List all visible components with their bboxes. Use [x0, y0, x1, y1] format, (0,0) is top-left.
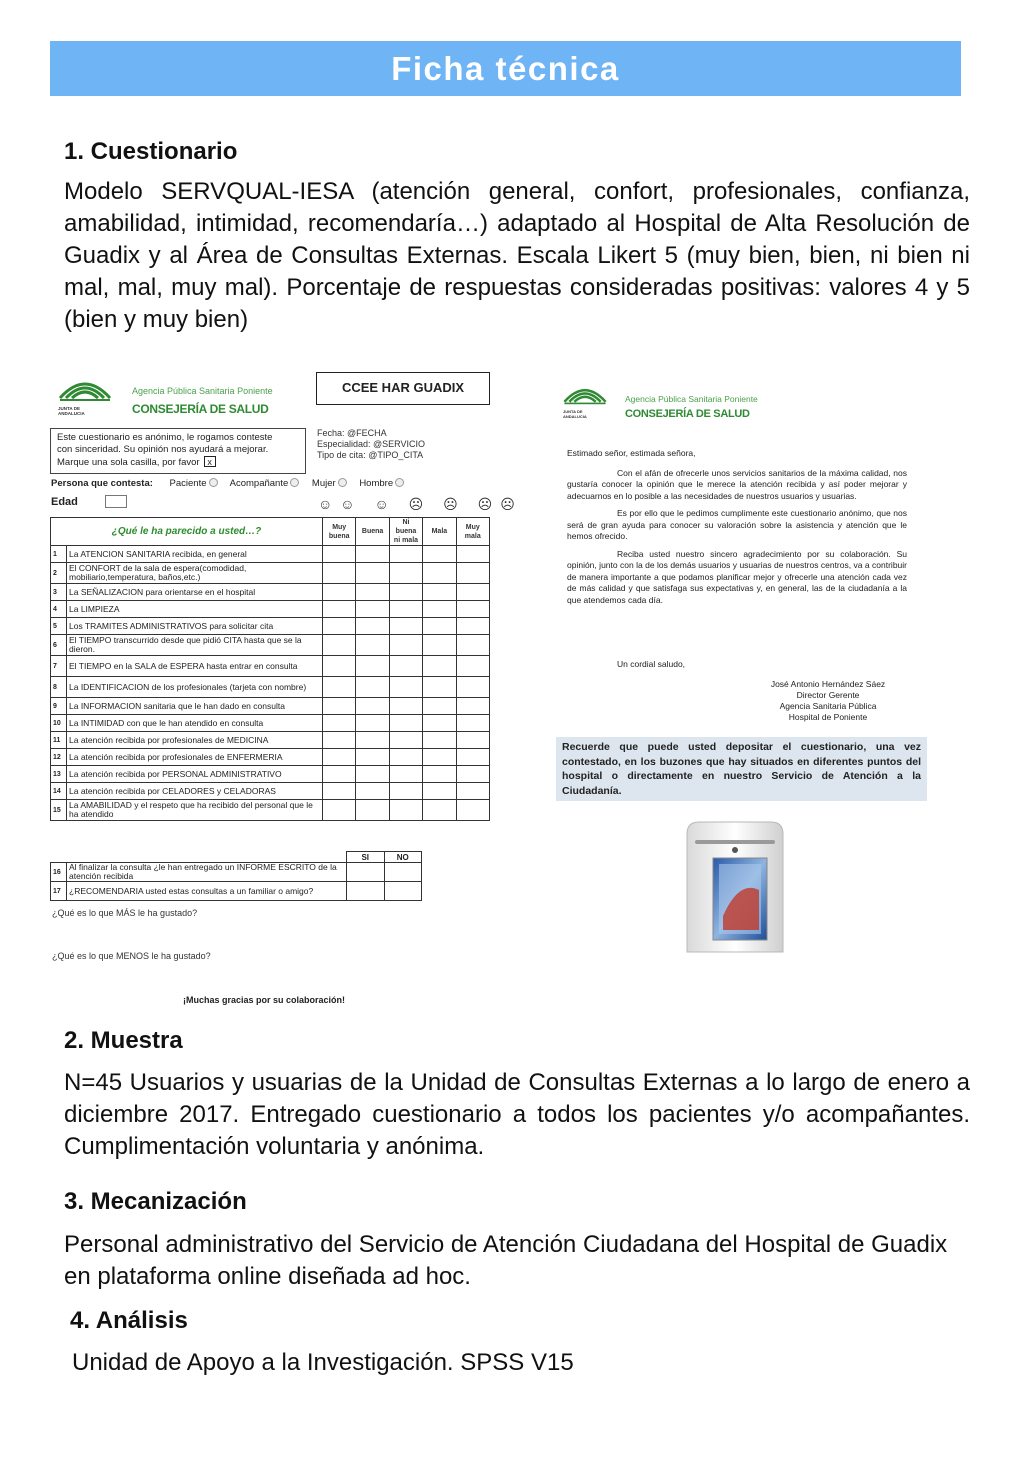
rating-cell	[456, 563, 489, 584]
respondent-option-acompanante: Acompañante	[230, 478, 300, 489]
item-text: La LIMPIEZA	[67, 601, 323, 618]
item-number: 4	[51, 601, 67, 618]
rating-cell	[389, 601, 422, 618]
respondent-row	[51, 478, 414, 489]
table-row	[51, 563, 490, 584]
rating-cell	[323, 656, 356, 677]
rating-cell	[356, 546, 389, 563]
thanks-text: ¡Muchas gracias por su colaboración!	[183, 995, 346, 1005]
scale-header: Muy mala	[456, 518, 489, 546]
junta-logo-icon	[557, 382, 613, 410]
item-text: Los TRAMITES ADMINISTRATIVOS para solicitar cita	[67, 618, 323, 635]
letter-signature	[743, 679, 913, 723]
signer-org: Agencia Sanitaria Pública	[779, 701, 877, 711]
rating-cell	[423, 546, 456, 563]
rating-cell	[323, 783, 356, 800]
letter-greeting: Estimado señor, estimada señora,	[567, 448, 696, 458]
rating-cell	[389, 766, 422, 783]
table-row	[51, 783, 490, 800]
item-number: 17	[51, 882, 67, 901]
questionnaire-title-box: CCEE HAR GUADIX	[316, 372, 490, 405]
rating-cell	[389, 783, 422, 800]
rating-table	[50, 517, 490, 821]
rating-cell	[323, 546, 356, 563]
section-text-muestra: N=45 Usuarios y usuarias de la Unidad de Consultas Externas a lo largo de enero a diciembre 2017. Entregado cuestionario a todos los pacientes y/o acompañantes. Cumplimentación voluntaria y anónima.	[64, 1069, 970, 1160]
rating-cell	[456, 698, 489, 715]
letter-image	[553, 372, 933, 962]
rating-cell	[423, 766, 456, 783]
scale-header: Buena	[356, 518, 389, 546]
rating-cell	[423, 601, 456, 618]
rating-cell	[356, 584, 389, 601]
scale-header: Ni buena ni mala	[389, 518, 422, 546]
table-row	[51, 677, 490, 698]
item-number: 10	[51, 715, 67, 732]
item-text: La INTIMIDAD con que le han atendido en consulta	[67, 715, 323, 732]
rating-cell	[389, 656, 422, 677]
rating-cell	[323, 715, 356, 732]
rating-question-header: ¿Qué le ha parecido a usted…?	[51, 518, 323, 546]
rating-cell	[423, 783, 456, 800]
section-title-muestra: 2. Muestra	[64, 1027, 183, 1054]
item-number: 1	[51, 546, 67, 563]
rating-cell	[323, 677, 356, 698]
rating-cell	[389, 698, 422, 715]
rating-cell	[423, 800, 456, 821]
rating-cell	[356, 601, 389, 618]
rating-cell	[423, 715, 456, 732]
respondent-option-paciente: Paciente	[170, 478, 218, 489]
agency-logo-text: Agencia Pública Sanitaria Poniente	[132, 386, 273, 396]
rating-cell	[323, 584, 356, 601]
rating-cell	[456, 749, 489, 766]
rating-cell	[423, 635, 456, 656]
rating-cell	[323, 698, 356, 715]
answer-cell	[384, 882, 422, 901]
table-row	[51, 601, 490, 618]
section-title-mecanizacion: 3. Mecanización	[64, 1188, 247, 1215]
rating-cell	[323, 732, 356, 749]
letter-closing: Un cordial saludo,	[617, 659, 686, 669]
table-row	[51, 546, 490, 563]
rating-cell	[456, 601, 489, 618]
scale-header: Muy buena	[323, 518, 356, 546]
smiley-faces-icon: ☺☺ ☺ ☹ ☹ ☹☹	[318, 496, 523, 512]
letter-paragraph-1: Con el afán de ofrecerle unos servicios sanitarios de la máxima calidad, nos gustaría conocer la opinión que le merece la atención recibida y así poder mejorar y adecuarnos en lo posible a las necesidades de nuestros usuarios y usuarias.	[567, 467, 907, 501]
rating-cell	[356, 766, 389, 783]
respondent-option-mujer: Mujer	[312, 478, 347, 489]
rating-cell	[456, 618, 489, 635]
anon-line-2: con sinceridad. Su opinión nos ayudará a mejorar.	[57, 444, 269, 455]
rating-cell	[389, 732, 422, 749]
table-row	[51, 863, 422, 882]
yes-no-table	[50, 851, 422, 901]
section-title-cuestionario: 1. Cuestionario	[64, 138, 238, 165]
item-number: 14	[51, 783, 67, 800]
rating-cell	[356, 618, 389, 635]
scale-header: Mala	[423, 518, 456, 546]
item-text: La AMABILIDAD y el respeto que ha recibido del personal que le ha atendido	[67, 800, 323, 821]
letter-paragraph-3: Reciba usted nuestro sincero agradecimiento por su colaboración. Su opinión, junto con la de los demás usuarios y usuarias de nuestros centros, va a contribuir de manera importante a que podamos planificar mejor y ofrecerle una atención cada vez de más calidad y que satisfaga sus expectativas y, en general, las de la ciudadanía a la que atendemos cada día.	[567, 548, 907, 605]
item-number: 8	[51, 677, 67, 698]
rating-cell	[323, 563, 356, 584]
item-number: 5	[51, 618, 67, 635]
junta-logo-text: JUNTA DE ANDALUCIA	[58, 406, 85, 416]
item-text: La IDENTIFICACION de los profesionales (tarjeta con nombre)	[67, 677, 323, 698]
rating-cell	[456, 656, 489, 677]
reminder-box: Recuerde que puede usted depositar el cuestionario, una vez contestado, en los buzones que hay situados en diferentes puntos del hospital o directamente en nuestro Servicio de Atención a la Ciudadanía.	[556, 737, 927, 801]
consejeria-logo-text: CONSEJERÍA DE SALUD	[132, 402, 269, 416]
rating-cell	[423, 656, 456, 677]
rating-cell	[423, 618, 456, 635]
table-row	[51, 584, 490, 601]
signer-org: Hospital de Poniente	[788, 712, 868, 722]
rating-cell	[323, 749, 356, 766]
rating-cell	[389, 563, 422, 584]
answer-cell	[347, 863, 385, 882]
rating-cell	[389, 800, 422, 821]
table-row	[51, 732, 490, 749]
rating-cell	[356, 749, 389, 766]
item-text: La INFORMACION sanitaria que le han dado en consulta	[67, 698, 323, 715]
item-number: 13	[51, 766, 67, 783]
item-text: La atención recibida por profesionales de MEDICINA	[67, 732, 323, 749]
rating-cell	[389, 546, 422, 563]
rating-cell	[423, 749, 456, 766]
rating-cell	[356, 732, 389, 749]
table-row	[51, 656, 490, 677]
rating-cell	[423, 584, 456, 601]
rating-cell	[356, 698, 389, 715]
anon-line-3: Marque una sola casilla, por favor	[57, 457, 200, 468]
fecha-field: Fecha: @FECHA	[317, 428, 387, 438]
rating-cell	[456, 766, 489, 783]
section-text-cuestionario: Modelo SERVQUAL-IESA (atención general, confort, profesionales, confianza, amabilidad, intimidad, recomendaría…) adaptado al Hospital de Alta Resolución de Guadix y al Área de Consultas Externas. Escala Likert 5 (muy bien, bien, ni bien ni mal, mal, muy mal). Porcentaje de respuestas consideradas positivas: valores 4 y 5 (bien y muy bien)	[64, 178, 970, 333]
rating-cell	[456, 715, 489, 732]
rating-cell	[356, 800, 389, 821]
section-text-analisis: Unidad de Apoyo a la Investigación. SPSS V15	[72, 1349, 574, 1376]
anon-line-1: Este cuestionario es anónimo, le rogamos conteste	[57, 432, 273, 443]
rating-cell	[423, 698, 456, 715]
tipo-cita-field: Tipo de cita: @TIPO_CITA	[317, 450, 424, 460]
signer-role: Director Gerente	[796, 690, 860, 700]
item-number: 16	[51, 863, 67, 882]
item-text: Al finalizar la consulta ¿le han entregado un INFORME ESCRITO de la atención recibida	[67, 863, 347, 882]
rating-cell	[356, 656, 389, 677]
page-title-banner: Ficha técnica	[50, 41, 961, 96]
rating-cell	[423, 563, 456, 584]
question-menos: ¿Qué es lo que MENOS le ha gustado?	[52, 951, 211, 961]
table-row	[51, 749, 490, 766]
no-header: NO	[384, 852, 422, 863]
item-text: La ATENCION SANITARIA recibida, en general	[67, 546, 323, 563]
rating-cell	[389, 677, 422, 698]
table-row	[51, 882, 422, 901]
item-number: 6	[51, 635, 67, 656]
question-mas: ¿Qué es lo que MÁS le ha gustado?	[52, 908, 198, 918]
agency-logo-text: Agencia Pública Sanitaria Poniente	[625, 394, 758, 404]
radio-icon	[395, 478, 404, 487]
item-number: 7	[51, 656, 67, 677]
item-text: El TIEMPO transcurrido desde que pidió CITA hasta que se la dieron.	[67, 635, 323, 656]
item-text: La atención recibida por profesionales de ENFERMERIA	[67, 749, 323, 766]
item-text: La atención recibida por CELADORES y CELADORAS	[67, 783, 323, 800]
item-number: 15	[51, 800, 67, 821]
letter-paragraph-2: Es por ello que le pedimos cumplimente este cuestionario anónimo, que nos será de gran ayuda para conocer su valoración sobre la asistencia y atención que le hemos ofrecido.	[567, 508, 907, 541]
letter-body	[567, 448, 907, 612]
appointment-fields	[317, 428, 425, 461]
item-number: 9	[51, 698, 67, 715]
section-text-mecanizacion: Personal administrativo del Servicio de Atención Ciudadana del Hospital de Guadix en plataforma online diseñada ad hoc.	[64, 1231, 948, 1290]
rating-cell	[456, 783, 489, 800]
rating-cell	[323, 766, 356, 783]
consejeria-logo-text: CONSEJERÍA DE SALUD	[625, 408, 750, 420]
questionnaire-image	[48, 366, 523, 1010]
signer-name: José Antonio Hernández Sáez	[770, 679, 886, 689]
item-number: 3	[51, 584, 67, 601]
rating-cell	[323, 601, 356, 618]
mailbox-icon	[683, 820, 787, 956]
rating-cell	[389, 635, 422, 656]
rating-cell	[356, 715, 389, 732]
junta-logo-icon	[52, 374, 118, 408]
radio-icon	[209, 478, 218, 487]
section-title-analisis: 4. Análisis	[70, 1307, 188, 1334]
item-text: ¿RECOMENDARIA usted estas consultas a un familiar o amigo?	[67, 882, 347, 901]
item-text: La SEÑALIZACION para orientarse en el hospital	[67, 584, 323, 601]
rating-cell	[389, 618, 422, 635]
rating-cell	[356, 677, 389, 698]
rating-cell	[323, 800, 356, 821]
item-text: El TIEMPO en la SALA de ESPERA hasta entrar en consulta	[67, 656, 323, 677]
age-box	[105, 495, 127, 508]
table-row	[51, 635, 490, 656]
table-row	[51, 715, 490, 732]
anonymous-notice	[50, 428, 306, 474]
item-text: El CONFORT de la sala de espera(comodidad, mobiliario,temperatura, baños,etc.)	[67, 563, 323, 584]
rating-cell	[389, 584, 422, 601]
answer-cell	[347, 882, 385, 901]
rating-cell	[456, 584, 489, 601]
rating-cell	[456, 546, 489, 563]
table-row	[51, 618, 490, 635]
anon-check-mark: x	[204, 456, 216, 467]
item-number: 2	[51, 563, 67, 584]
especialidad-field: Especialidad: @SERVICIO	[317, 439, 426, 449]
rating-cell	[323, 618, 356, 635]
rating-cell	[356, 635, 389, 656]
rating-cell	[456, 635, 489, 656]
rating-cell	[423, 732, 456, 749]
rating-cell	[323, 635, 356, 656]
age-label: Edad	[51, 496, 78, 508]
respondent-option-hombre: Hombre	[359, 478, 404, 489]
yes-header: SI	[347, 852, 385, 863]
rating-cell	[423, 677, 456, 698]
rating-cell	[356, 783, 389, 800]
table-row	[51, 766, 490, 783]
radio-icon	[338, 478, 347, 487]
rating-cell	[456, 800, 489, 821]
respondent-label: Persona que contesta:	[51, 478, 153, 489]
item-number: 11	[51, 732, 67, 749]
item-text: La atención recibida por PERSONAL ADMINISTRATIVO	[67, 766, 323, 783]
rating-cell	[356, 563, 389, 584]
rating-cell	[389, 715, 422, 732]
junta-logo-text: JUNTA DE ANDALUCIA	[563, 409, 587, 419]
table-row	[51, 698, 490, 715]
radio-icon	[290, 478, 299, 487]
answer-cell	[384, 863, 422, 882]
item-number: 12	[51, 749, 67, 766]
rating-cell	[456, 732, 489, 749]
rating-cell	[456, 677, 489, 698]
table-row	[51, 800, 490, 821]
rating-cell	[389, 749, 422, 766]
